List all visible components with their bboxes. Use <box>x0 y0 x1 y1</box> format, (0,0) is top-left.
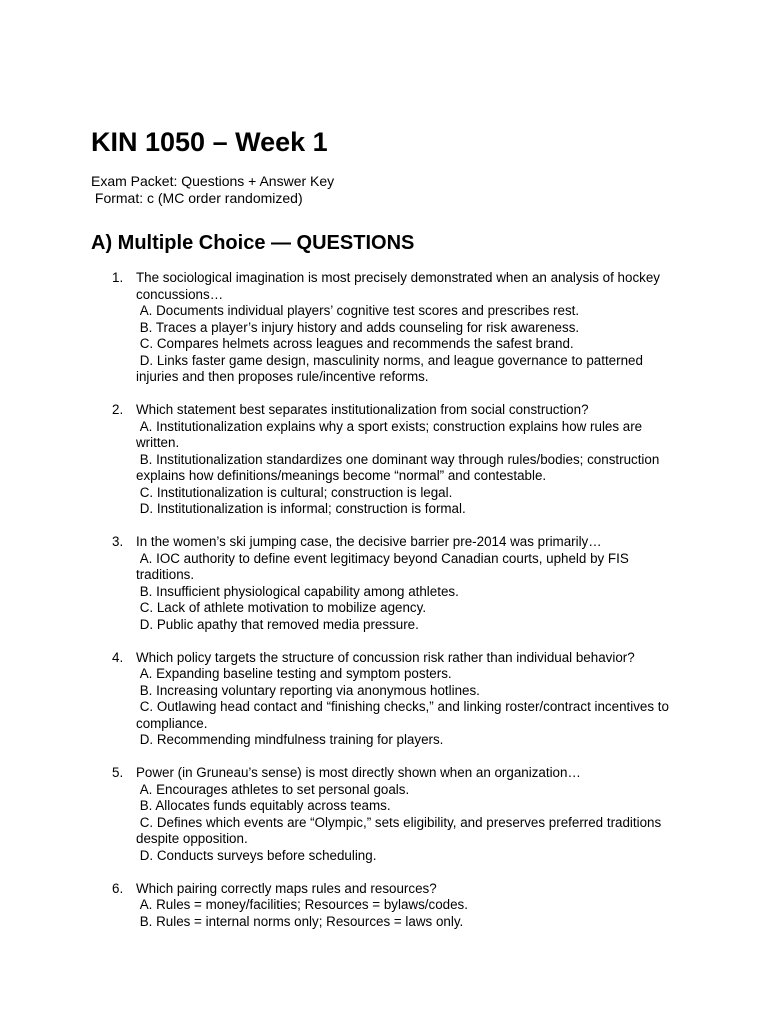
question-body <box>136 881 681 931</box>
answer-option-a: A. Documents individual players’ cognitive test scores and prescribes rest. <box>136 303 580 318</box>
answer-option-b: B. Traces a player’s injury history and adds counseling for risk awareness. <box>136 319 580 335</box>
answer-option-a: A. Encourages athletes to set personal goals. <box>136 781 410 797</box>
question-number: 5. <box>112 765 124 780</box>
answer-option-d: D. Institutionalization is informal; construction is formal. <box>136 501 466 516</box>
answer-option-d: D. Conducts surveys before scheduling. <box>136 847 377 863</box>
answer-option-c: C. Outlawing head contact and “finishing checks,” and linking roster/contract incentives to compliance. <box>136 699 673 731</box>
answer-option-c: C. Compares helmets across leagues and recommends the safest brand. <box>136 336 574 351</box>
question-body <box>136 270 681 386</box>
question-text: Power (in Gruneau’s sense) is most directly shown when an organization… <box>136 765 581 780</box>
answer-option-d: D. Recommending mindfulness training for players. <box>136 732 444 747</box>
section-heading: A) Multiple Choice — QUESTIONS <box>91 232 415 254</box>
answer-option-b: B. Insufficient physiological capability among athletes. <box>136 583 459 599</box>
answer-option-c: C. Defines which events are “Olympic,” sets eligibility, and preserves preferred traditions despite opposition. <box>136 814 665 846</box>
question-body <box>136 402 681 518</box>
question-body <box>136 534 681 633</box>
question-item <box>0 881 768 931</box>
answer-option-c: C. Lack of athlete motivation to mobilize agency. <box>136 600 427 615</box>
answer-option-b: B. Rules = internal norms only; Resources = laws only. <box>136 913 464 929</box>
question-text: Which policy targets the structure of concussion risk rather than individual behavior? <box>136 649 635 665</box>
question-item <box>0 534 768 633</box>
exam-packet-label: Exam Packet: Questions + Answer Key <box>91 173 335 189</box>
question-number: 3. <box>112 534 124 549</box>
answer-option-d: D. Links faster game design, masculinity norms, and league governance to patterned injuries and then proposes rule/incentive reforms. <box>136 352 647 384</box>
question-text: Which statement best separates institutionalization from social construction? <box>136 402 589 417</box>
answer-option-c: C. Institutionalization is cultural; construction is legal. <box>136 484 453 500</box>
question-item <box>0 270 768 386</box>
answer-option-b: B. Institutionalization standardizes one dominant way through rules/bodies; construction explains how definitions/meanings become “normal” and contestable. <box>136 451 664 483</box>
question-item <box>0 765 768 864</box>
question-body <box>136 650 681 749</box>
answer-option-a: A. Expanding baseline testing and symptom posters. <box>136 666 452 681</box>
question-text: In the women’s ski jumping case, the decisive barrier pre-2014 was primarily… <box>136 534 602 549</box>
question-number: 2. <box>112 402 124 417</box>
answer-option-b: B. Allocates funds equitably across teams. <box>136 798 391 813</box>
answer-option-b: B. Increasing voluntary reporting via anonymous hotlines. <box>136 682 480 698</box>
answer-option-a: A. IOC authority to define event legitimacy beyond Canadian courts, upheld by FIS traditions. <box>136 550 633 582</box>
question-number: 4. <box>112 649 124 665</box>
question-text: The sociological imagination is most precisely demonstrated when an analysis of hockey concussions… <box>136 270 660 302</box>
question-body <box>136 765 681 864</box>
answer-option-a: A. Rules = money/facilities; Resources = bylaws/codes. <box>136 897 468 912</box>
question-item <box>0 402 768 518</box>
question-number: 1. <box>112 270 124 285</box>
answer-option-d: D. Public apathy that removed media pressure. <box>136 616 419 632</box>
answer-option-a: A. Institutionalization explains why a sport exists; construction explains how rules are written. <box>136 418 646 450</box>
document-title: KIN 1050 – Week 1 <box>91 127 328 157</box>
format-label: Format: c (MC order randomized) <box>91 190 303 206</box>
question-item <box>0 650 768 749</box>
question-number: 6. <box>112 880 124 896</box>
question-list <box>0 270 768 947</box>
question-text: Which pairing correctly maps rules and resources? <box>136 880 437 896</box>
